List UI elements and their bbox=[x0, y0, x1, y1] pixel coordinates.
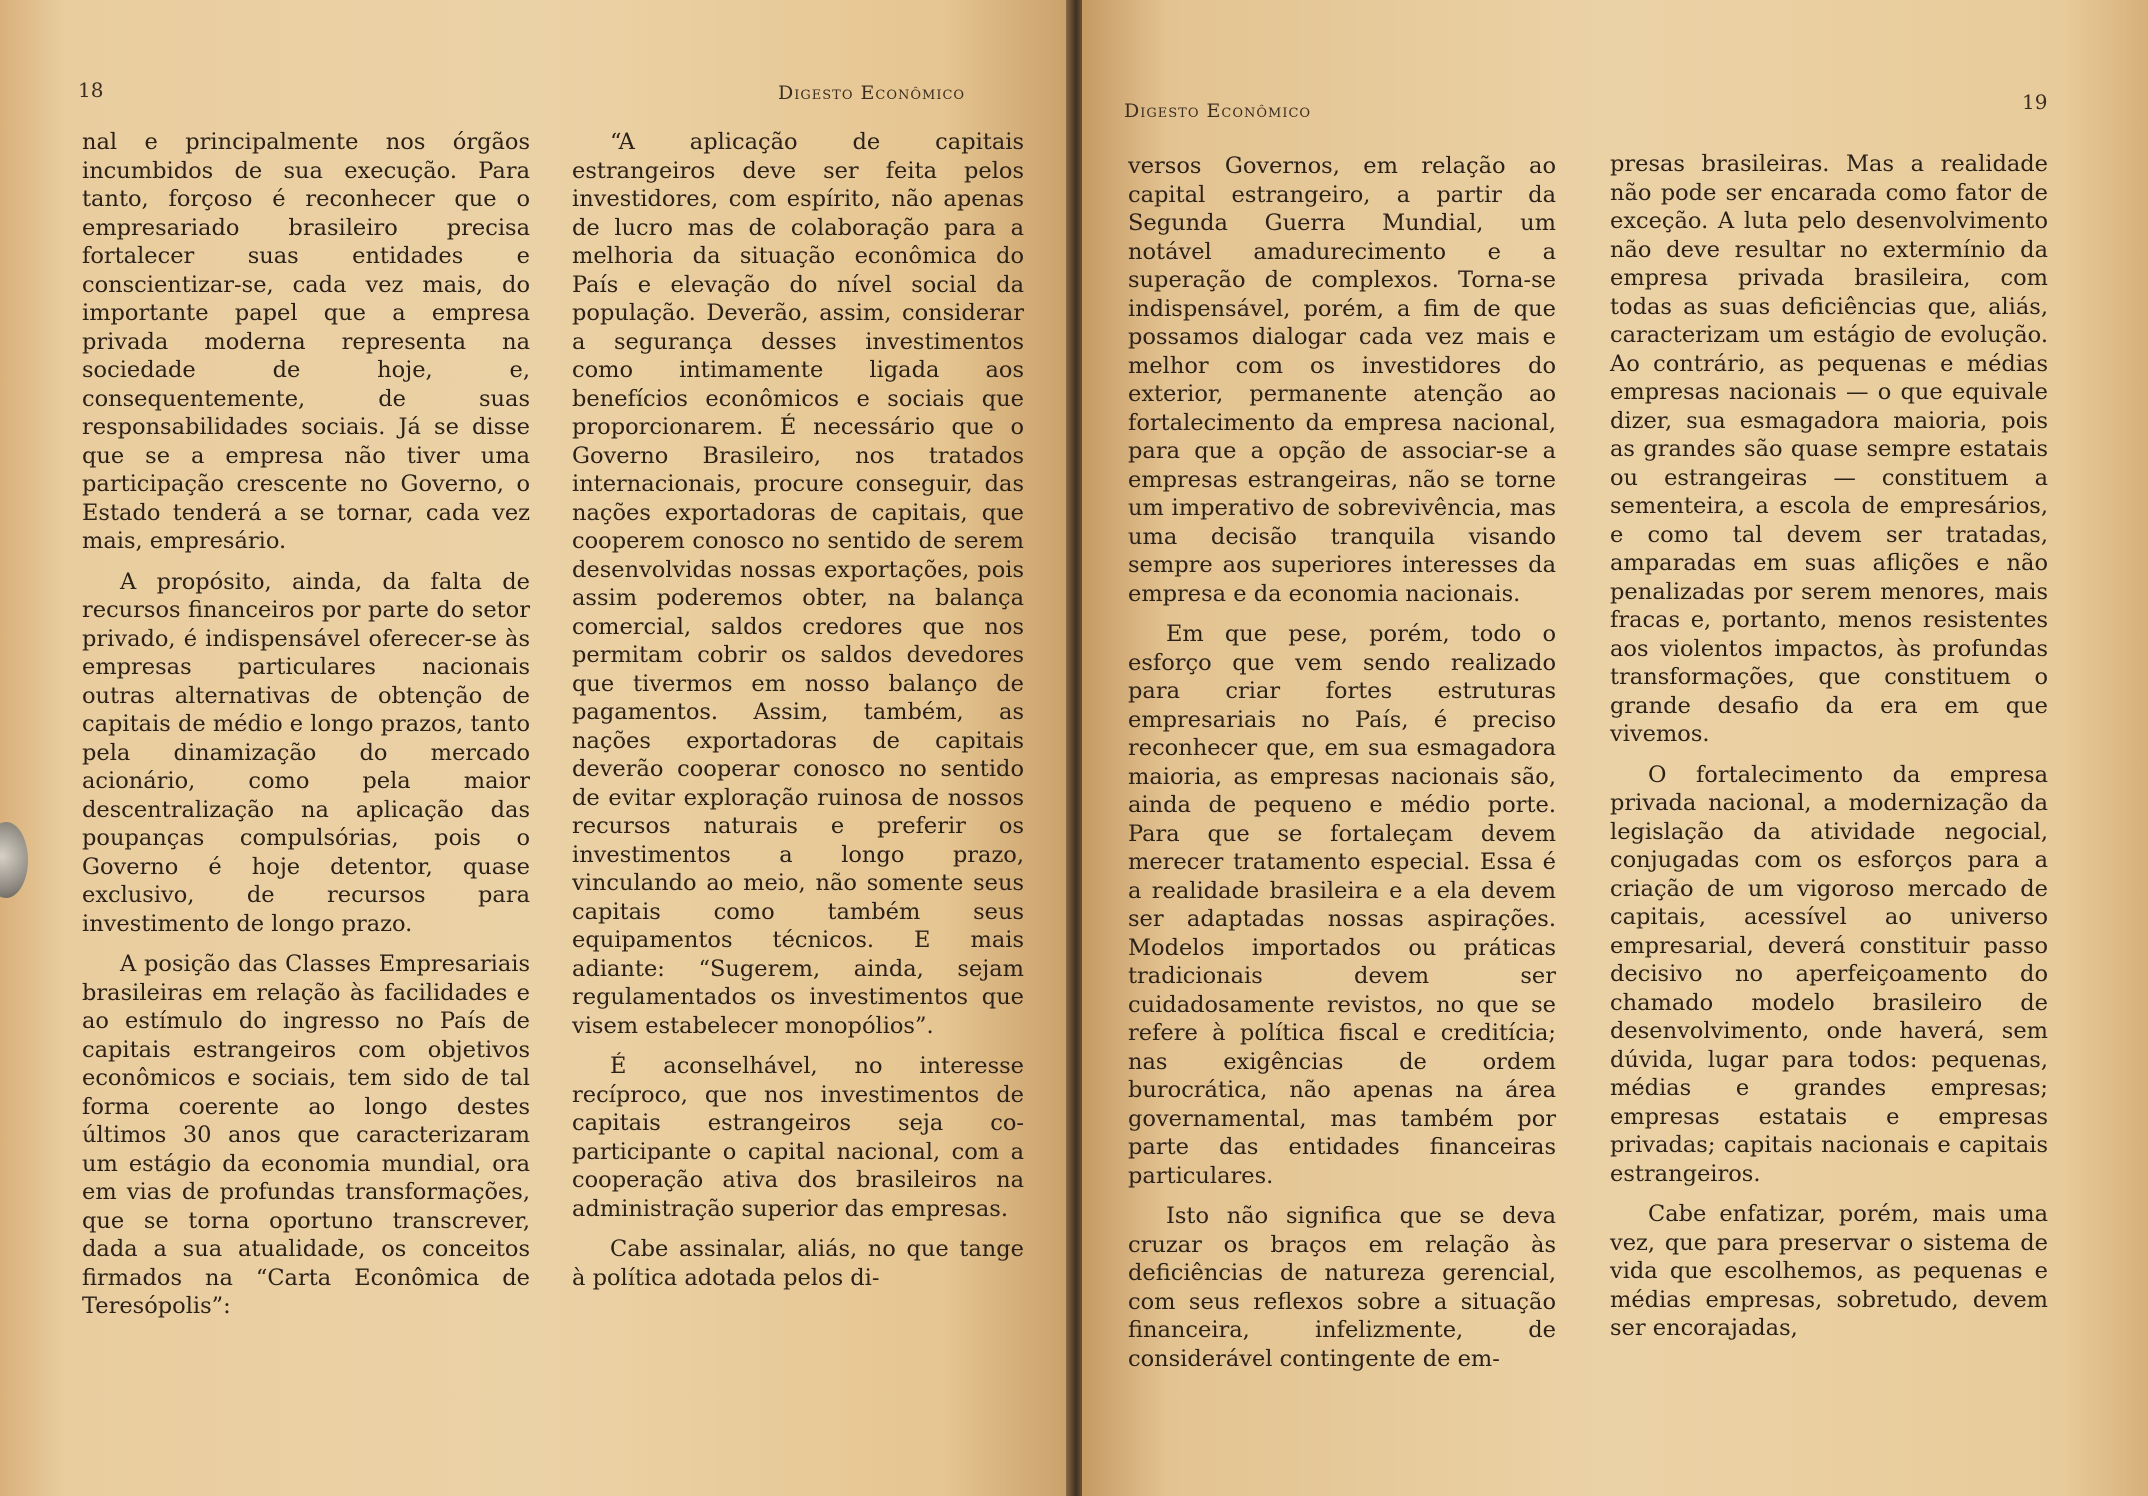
paragraph: presas brasileiras. Mas a realidade não pode ser encarada como fator de exceção. A luta pelo desenvolvimento não deve resultar no extermínio da empresa privada brasileira, com todas as suas deficiências que, aliás, caracterizam um estágio de evolução. Ao contrário, as pequenas e médias empresas nacionais — o que equivale dizer, sua esmagadora maioria, pois as grandes são quase sempre estatais ou estrangeiras — constituem a sementeira, a escola de empresários, e como tal devem ser tratadas, amparadas em suas aflições e não penalizadas por serem menores, mais fracas e, portanto, menos resistentes aos violentos impactos, às profundas transformações, que constituem o grande desafio da era em que vivemos. bbox=[1610, 151, 2048, 747]
paragraph: nal e principalmente nos órgãos incumbidos de sua execução. Para tanto, forçoso é reconhecer que o empresariado brasileiro precisa fortalecer suas entidades e conscientizar-se, cada vez mais, do importante papel que a empresa privada moderna representa na sociedade de hoje, e, consequentemente, de suas responsabilidades sociais. Já se disse que se a empresa não tiver uma participação crescente no Governo, o Estado tenderá a se tornar, cada vez mais, empresário. bbox=[82, 129, 530, 554]
paragraph: Isto não significa que se deva cruzar os braços em relação às deficiências de natureza gerencial, com seus reflexos sobre a situação financeira, infelizmente, de considerável contingente de em- bbox=[1128, 1203, 1556, 1372]
left-page bbox=[0, 0, 1070, 1496]
paragraph: Cabe enfatizar, porém, mais uma vez, que para preservar o sistema de vida que escolhemos, as pequenas e médias empresas, sobretudo, devem ser encorajadas, bbox=[1610, 1201, 2048, 1341]
paragraph: Cabe assinalar, aliás, no que tange à política adotada pelos di- bbox=[572, 1236, 1024, 1291]
page-number-right: 19 bbox=[2022, 90, 2048, 114]
paragraph: A propósito, ainda, da falta de recursos financeiros por parte do setor privado, é indispensável oferecer-se às empresas particulares nacionais outras alternativas de obtenção de capitais de médio e longo prazos, tanto pela dinamização do mercado acionário, como pela maior descentralização na aplicação das poupanças compulsórias, pois o Governo é hoje detentor, quase exclusivo, de recursos para investimento de longo prazo. bbox=[82, 568, 530, 937]
paragraph: Em que pese, porém, todo o esforço que vem sendo realizado para criar fortes estruturas empresariais no País, é preciso reconhecer que, em sua esmagadora maioria, as empresas nacionais são, ainda de pequeno e médio porte. Para que se fortaleçam devem merecer tratamento especial. Essa é a realidade brasileira e a ela devem ser adaptadas nossas aspirações. Modelos importados ou práticas tradicionais devem ser cuidadosamente revistos, no que se refere à política fiscal e creditícia; nas exigências de ordem burocrática, não apenas na área governamental, mas também por parte das entidades financeiras particulares. bbox=[1128, 621, 1556, 1189]
running-head-left: Digesto Econômico bbox=[778, 82, 966, 104]
paragraph: versos Governos, em relação ao capital estrangeiro, a partir da Segunda Guerra Mundial, um notável amadurecimento e a superação de complexos. Torna-se indispensável, porém, a fim de que possamos dialogar cada vez mais e melhor com os investidores do exterior, permanente atenção ao fortalecimento da empresa nacional, para que a opção de associar-se a empresas estrangeiras, não se torne um imperativo de sobrevivência, mas uma decisão tranquila visando sempre aos superiores interesses da empresa e da economia nacionais. bbox=[1128, 153, 1556, 607]
right-page bbox=[1082, 0, 2148, 1496]
page-number-left: 18 bbox=[78, 78, 104, 102]
left-page-column-1 bbox=[82, 128, 530, 1333]
right-page-column-2 bbox=[1610, 150, 2048, 1355]
left-page-column-2 bbox=[572, 128, 1024, 1304]
paragraph: A posição das Classes Empresariais brasileiras em relação às facilidades e ao estímulo do ingresso no País de capitais estrangeiros com objetivos econômicos e sociais, tem sido de tal forma coerente ao longo destes últimos 30 anos que caracterizaram um estágio da economia mundial, ora em vias de profundas transformações, que se torna oportuno transcrever, dada a sua atualidade, os conceitos firmados na “Carta Econômica de Teresópolis”: bbox=[82, 951, 530, 1319]
running-head-right: Digesto Econômico bbox=[1124, 100, 1312, 122]
binding-hole bbox=[0, 822, 28, 898]
paragraph: O fortalecimento da empresa privada nacional, a modernização da legislação da atividade negocial, conjugadas com os esforços para a criação de um vigoroso mercado de capitais, acessível ao universo empresarial, deverá constituir passo decisivo no aperfeiçoamento do chamado modelo brasileiro de desenvolvimento, onde haverá, sem dúvida, lugar para todos: pequenas, médias e grandes empresas; empresas estatais e empresas privadas; capitais nacionais e capitais estrangeiros. bbox=[1610, 761, 2048, 1187]
paragraph: É aconselhável, no interesse recíproco, que nos investimentos de capitais estrangeiros seja co-participante o capital nacional, com a cooperação ativa dos brasileiros na administração superior das empresas. bbox=[572, 1053, 1024, 1222]
right-page-column-1 bbox=[1128, 152, 1556, 1385]
paragraph: “A aplicação de capitais estrangeiros deve ser feita pelos investidores, com espírito, não apenas de lucro mas de colaboração para a melhoria da situação econômica do País e elevação do nível social da população. Deverão, assim, considerar a segurança desses investimentos como intimamente ligada aos benefícios econômicos e sociais que proporcionarem. É necessário que o Governo Brasileiro, nos tratados internacionais, procure conseguir, das nações exportadoras de capitais, que cooperem conosco no sentido de serem desenvolvidas nossas exportações, pois assim poderemos obter, na balança comercial, saldos credores que nos permitam cobrir os saldos devedores que tivermos em nosso balanço de pagamentos. Assim, também, as nações exportadoras de capitais deverão cooperar conosco no sentido de evitar exploração ruinosa de nossos recursos naturais e preferir os investimentos a longo prazo, vinculando ao meio, não somente seus capitais como também seus equipamentos técnicos. E mais adiante: “Sugerem, ainda, sejam regulamentados os investimentos que visem estabelecer monopólios”. bbox=[572, 129, 1024, 1039]
